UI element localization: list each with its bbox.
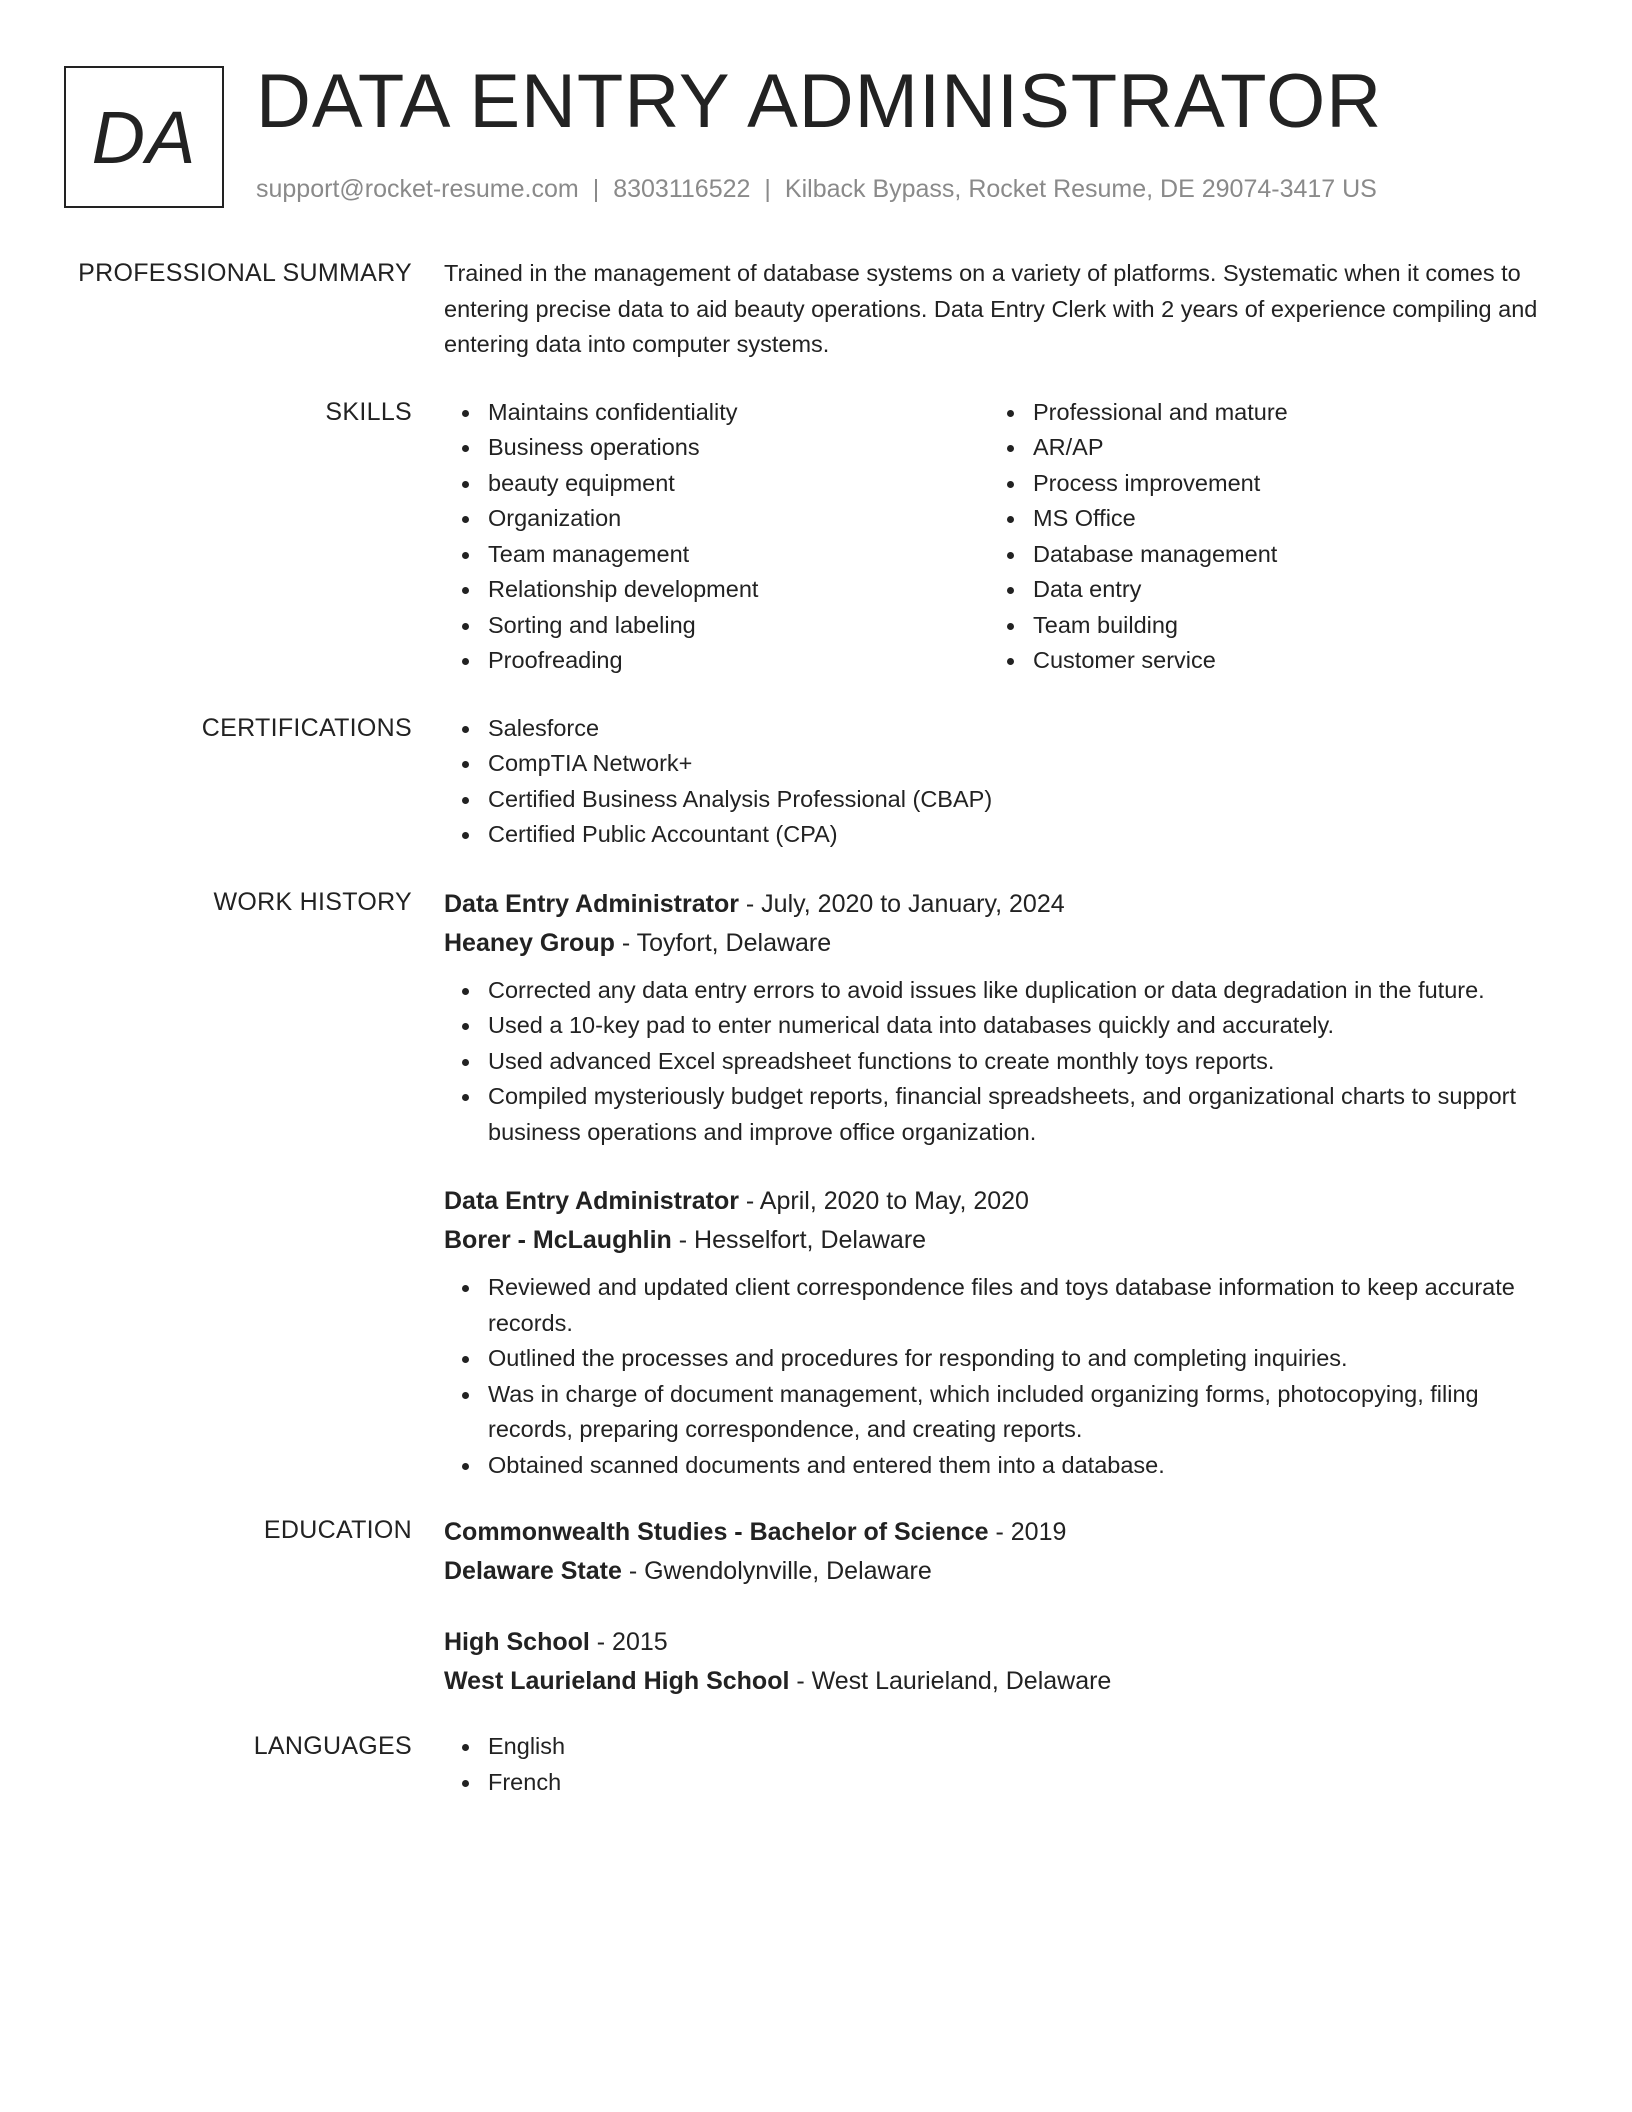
job-duty: Outlined the processes and procedures for responding to and completing inquiries. <box>488 1341 1568 1377</box>
skill-item: Business operations <box>488 430 989 466</box>
job-location: - Toyfort, Delaware <box>614 928 832 957</box>
language-item: French <box>488 1765 1568 1801</box>
section-title: EDUCATION <box>263 1516 412 1544</box>
job-role: Data Entry Administrator <box>444 889 739 918</box>
section-title: PROFESSIONAL SUMMARY <box>78 259 412 287</box>
education-school: Delaware State <box>444 1557 622 1585</box>
skill-item: MS Office <box>1033 501 1534 537</box>
certification-item: Certified Business Analysis Professional (CBAP) <box>488 782 1568 818</box>
section-title: SKILLS <box>325 397 412 426</box>
skills-column-right <box>989 395 1534 679</box>
certification-item: CompTIA Network+ <box>488 746 1568 782</box>
contact-separator: | <box>764 175 771 203</box>
education-degree: High School <box>444 1628 590 1656</box>
contact-separator: | <box>592 175 600 203</box>
contact-address: Kilback Bypass, Rocket Resume, DE 29074-3417 US <box>784 175 1377 203</box>
certifications-list <box>444 711 1568 853</box>
job-duties-list <box>444 973 1568 1151</box>
job-duty: Corrected any data entry errors to avoid issues like duplication or data degradation in the future. <box>488 973 1568 1009</box>
education-school-line <box>444 1662 1568 1701</box>
skill-item: Organization <box>488 501 989 537</box>
skill-item: Relationship development <box>488 572 989 608</box>
job-duties-list <box>444 1270 1568 1483</box>
education-location: - Gwendolynville, Delaware <box>621 1557 932 1585</box>
skill-item: Team management <box>488 537 989 573</box>
contact-phone[interactable]: 8303116522 <box>613 175 751 203</box>
skill-item: Professional and mature <box>1033 395 1534 431</box>
skills-column-left <box>444 395 989 679</box>
job-entry <box>444 1182 1568 1483</box>
job-dates: - April, 2020 to May, 2020 <box>738 1187 1029 1215</box>
education-degree: Commonwealth Studies - Bachelor of Science <box>444 1518 989 1546</box>
monogram-box <box>64 66 224 208</box>
section-work-history <box>0 885 1632 1484</box>
job-duty: Compiled mysteriously budget reports, financial spreadsheets, and organizational charts to support business operations and improve office organization. <box>488 1079 1568 1150</box>
contact-email[interactable]: support@rocket-resume.com <box>256 175 579 203</box>
certification-item: Certified Public Accountant (CPA) <box>488 817 1568 853</box>
job-role-line <box>444 885 1568 924</box>
skill-item: AR/AP <box>1033 430 1534 466</box>
skill-item: Sorting and labeling <box>488 608 989 644</box>
job-entry <box>444 885 1568 1151</box>
job-dates: - July, 2020 to January, 2024 <box>738 889 1065 918</box>
skill-item: Process improvement <box>1033 466 1534 502</box>
education-entry <box>444 1623 1568 1701</box>
skill-item: Team building <box>1033 608 1534 644</box>
resume-title: DATA ENTRY ADMINISTRATOR <box>256 59 1383 144</box>
skill-item: beauty equipment <box>488 466 989 502</box>
education-degree-line <box>444 1623 1568 1662</box>
job-duty: Used a 10-key pad to enter numerical data into databases quickly and accurately. <box>488 1008 1568 1044</box>
job-role-line <box>444 1182 1568 1221</box>
job-duty: Was in charge of document management, which included organizing forms, photocopying, filing records, preparing correspondence, and creating reports. <box>488 1377 1568 1448</box>
job-duty: Obtained scanned documents and entered them into a database. <box>488 1448 1568 1484</box>
education-school-line <box>444 1552 1568 1591</box>
languages-list <box>444 1729 1568 1800</box>
job-duty: Used advanced Excel spreadsheet functions to create monthly toys reports. <box>488 1044 1568 1080</box>
job-company-line <box>444 924 1568 963</box>
section-professional-summary <box>0 256 1632 363</box>
education-entry <box>444 1513 1568 1591</box>
certification-item: Salesforce <box>488 711 1568 747</box>
education-school: West Laurieland High School <box>444 1667 790 1695</box>
skill-item: Data entry <box>1033 572 1534 608</box>
job-role: Data Entry Administrator <box>444 1187 739 1215</box>
resume-sections <box>0 256 1632 1800</box>
contact-line <box>256 172 1377 206</box>
section-certifications <box>0 711 1632 853</box>
skills-grid <box>444 395 1568 679</box>
section-title: CERTIFICATIONS <box>201 713 412 742</box>
section-skills <box>0 395 1632 679</box>
skill-item: Customer service <box>1033 643 1534 679</box>
skill-item: Proofreading <box>488 643 989 679</box>
section-title: WORK HISTORY <box>213 887 412 916</box>
skill-item: Maintains confidentiality <box>488 395 989 431</box>
education-year: - 2019 <box>988 1518 1067 1546</box>
education-year: - 2015 <box>589 1628 668 1656</box>
education-degree-line <box>444 1513 1568 1552</box>
section-languages <box>0 1729 1632 1800</box>
job-company: Heaney Group <box>444 928 615 957</box>
section-title: LANGUAGES <box>253 1732 412 1760</box>
language-item: English <box>488 1729 1568 1765</box>
job-location: - Hesselfort, Delaware <box>671 1226 927 1254</box>
job-duty: Reviewed and updated client correspondence files and toys database information to keep accurate records. <box>488 1270 1568 1341</box>
job-company-line <box>444 1221 1568 1260</box>
monogram-initials: DA <box>91 95 197 179</box>
skill-item: Database management <box>1033 537 1534 573</box>
education-location: - West Laurieland, Delaware <box>789 1667 1112 1695</box>
job-company: Borer - McLaughlin <box>444 1226 672 1254</box>
section-education <box>0 1513 1632 1701</box>
summary-text: Trained in the management of database systems on a variety of platforms. Systematic when it comes to entering precise data to aid beauty operations. Data Entry Clerk with 2 years of experience compiling and entering data into computer systems. <box>444 260 1538 357</box>
